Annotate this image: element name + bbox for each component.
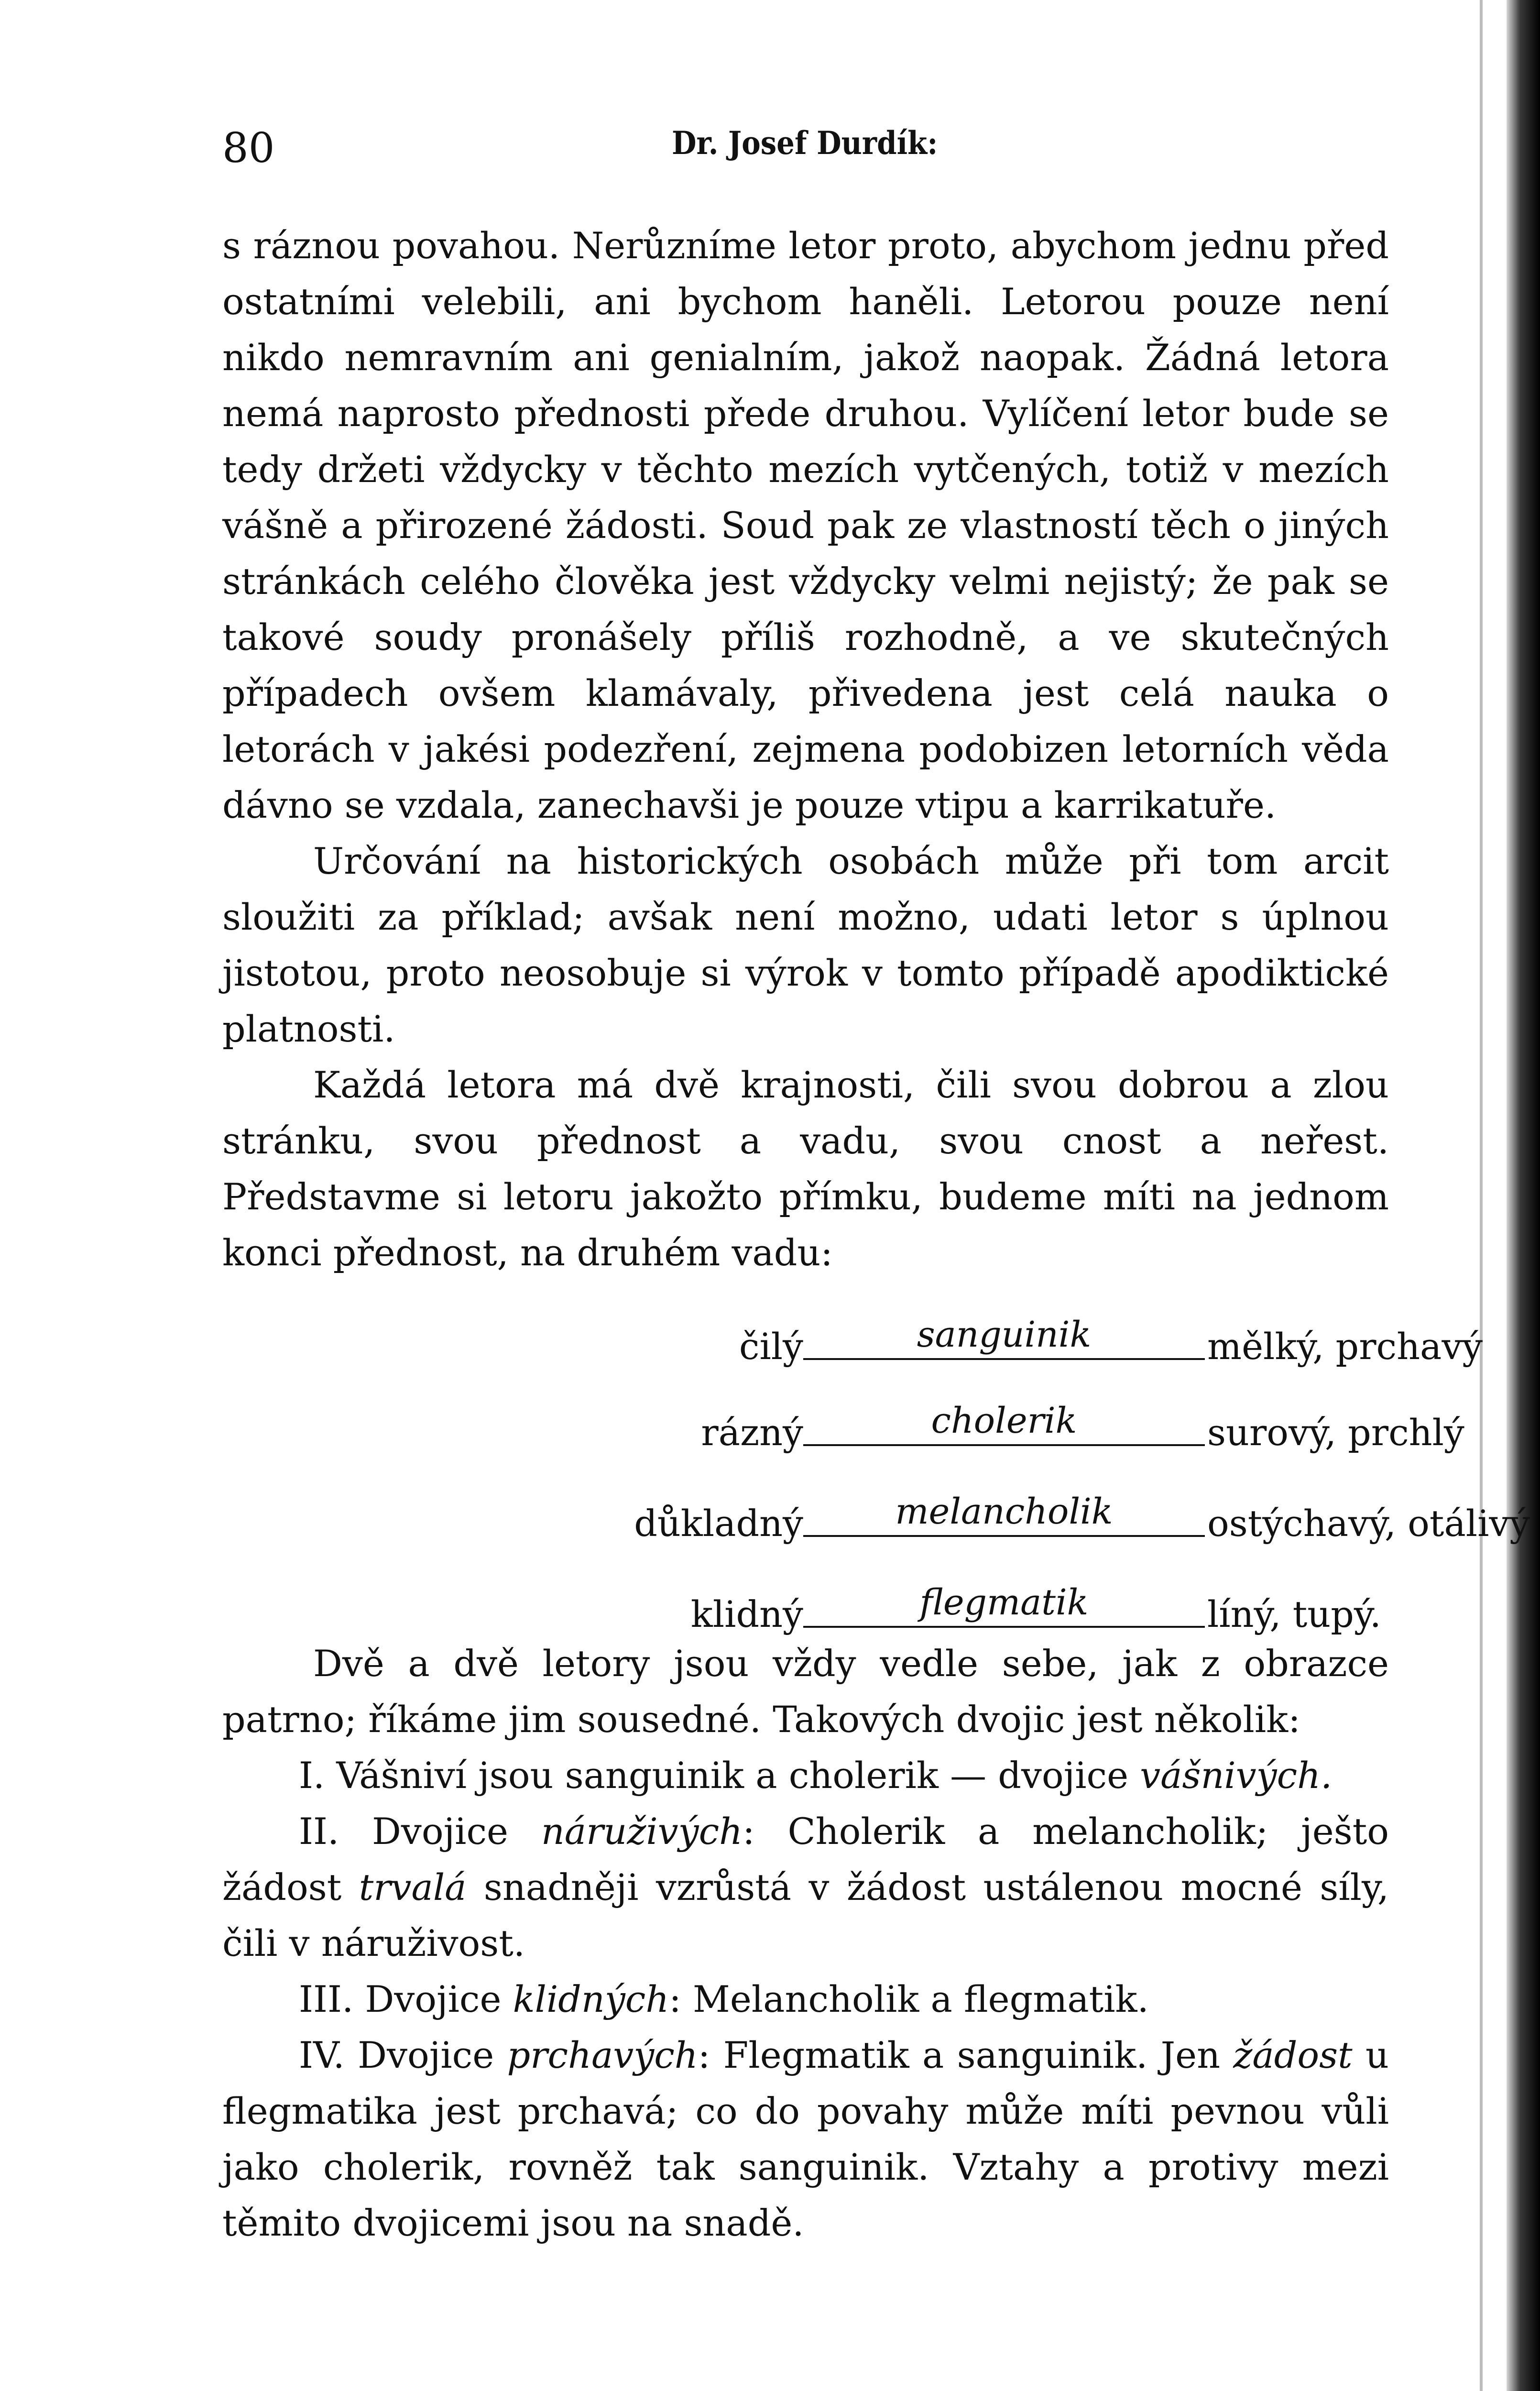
scheme-line bbox=[803, 1626, 1205, 1628]
scheme-temperament-label: sanguinik bbox=[917, 1314, 1092, 1355]
pair-item-2: II. Dvojice náruživých: Cholerik a melancholik; ješto žádost trvalá snadněji vzrůstá v žádost ustálenou mocné síly, čili v náruživost. bbox=[222, 1810, 1389, 1964]
page-header bbox=[222, 115, 1394, 186]
pair-item-4: IV. Dvojice prchavých: Flegmatik a sanguinik. Jen žádost u flegmatika jest prchavá; co do povahy může míti pevnou vůli jako cholerik, rovněž tak sanguinik. Vztahy a protivy mezi těmito dvojicemi jsou na snadě. bbox=[222, 2034, 1389, 2244]
paragraph-1: s ráznou povahou. Nerůzníme letor proto, abychom jednu před ostatními velebili, ani bychom haněli. Letorou pouze není nikdo nemravním ani genialním, jakož naopak. Žádná letora nemá naprosto přednosti přede druhou. Vylíčení letor bude se tedy držeti vždycky v těchto mezích vytčených, totiž v mezích vášně a přirozené žádosti. Soud pak ze vlastností těch o jiných stránkách celého člověka jest vždycky velmi nejistý; že pak se takové soudy pronášely příliš rozhodně, a ve skutečných případech ovšem klamávaly, přivedena jest celá nauka o letorách v jakési podezření, zejmena podobizen letorních věda dávno se vzdala, zanechavši je pouze vtipu a karrikatuře. bbox=[222, 224, 1389, 826]
scheme-right-term: surový, prchlý bbox=[1207, 1411, 1464, 1454]
page-number: 80 bbox=[222, 124, 275, 172]
scheme-right-term: líný, tupý. bbox=[1207, 1593, 1381, 1635]
scheme-left-term: klidný bbox=[690, 1593, 803, 1635]
scheme-right-term: mělký, prchavý bbox=[1207, 1325, 1483, 1368]
scheme-line bbox=[803, 1444, 1205, 1446]
scheme-row-sanguinik bbox=[222, 1291, 1483, 1368]
scheme-row-flegmatik bbox=[222, 1559, 1389, 1635]
scheme-temperament-label: flegmatik bbox=[919, 1582, 1089, 1623]
paragraph-3: Každá letora má dvě krajnosti, čili svou dobrou a zlou stránku, svou přednost a vadu, svou cnost a neřest. Představme si letoru jakožto přímku, budeme míti na jednom konci přednost, na druhém vadu: bbox=[222, 1064, 1389, 1274]
page-edge-shadow bbox=[1507, 0, 1540, 2391]
pair-item-1: I. Vášniví jsou sanguinik a cholerik — dvojice vášnivých. bbox=[299, 1754, 1332, 1797]
scheme-temperament-label: cholerik bbox=[931, 1400, 1077, 1441]
scheme-row-cholerik bbox=[222, 1377, 1464, 1454]
body-text bbox=[222, 218, 1389, 1281]
pair-item-3: III. Dvojice klidných: Melancholik a flegmatik. bbox=[299, 1978, 1149, 2020]
scheme-row-melancholik bbox=[222, 1468, 1530, 1545]
scheme-left-term: čilý bbox=[739, 1325, 803, 1368]
pairs-intro: Dvě a dvě letory jsou vždy vedle sebe, jak z obrazce patrno; říkáme jim sousedné. Takových dvojic jest několik: bbox=[222, 1642, 1389, 1741]
running-head: Dr. Josef Durdík: bbox=[672, 124, 938, 162]
paragraph-2: Určování na historických osobách může při tom arcit sloužiti za příklad; avšak není možno, udati letor s úplnou jistotou, proto neosobuje si výrok v tomto případě apodiktické platnosti. bbox=[222, 840, 1389, 1050]
scheme-line bbox=[803, 1535, 1205, 1537]
lower-text bbox=[222, 1635, 1389, 2251]
scheme-line bbox=[803, 1358, 1205, 1360]
scheme-left-term: důkladný bbox=[634, 1502, 803, 1545]
page-edge-shadow-thin bbox=[1480, 0, 1483, 2391]
scheme-right-term: ostýchavý, otálivý bbox=[1207, 1502, 1530, 1545]
temperament-scheme bbox=[222, 1291, 1530, 1635]
scheme-temperament-label: melancholik bbox=[895, 1491, 1113, 1532]
scheme-left-term: rázný bbox=[701, 1411, 803, 1454]
